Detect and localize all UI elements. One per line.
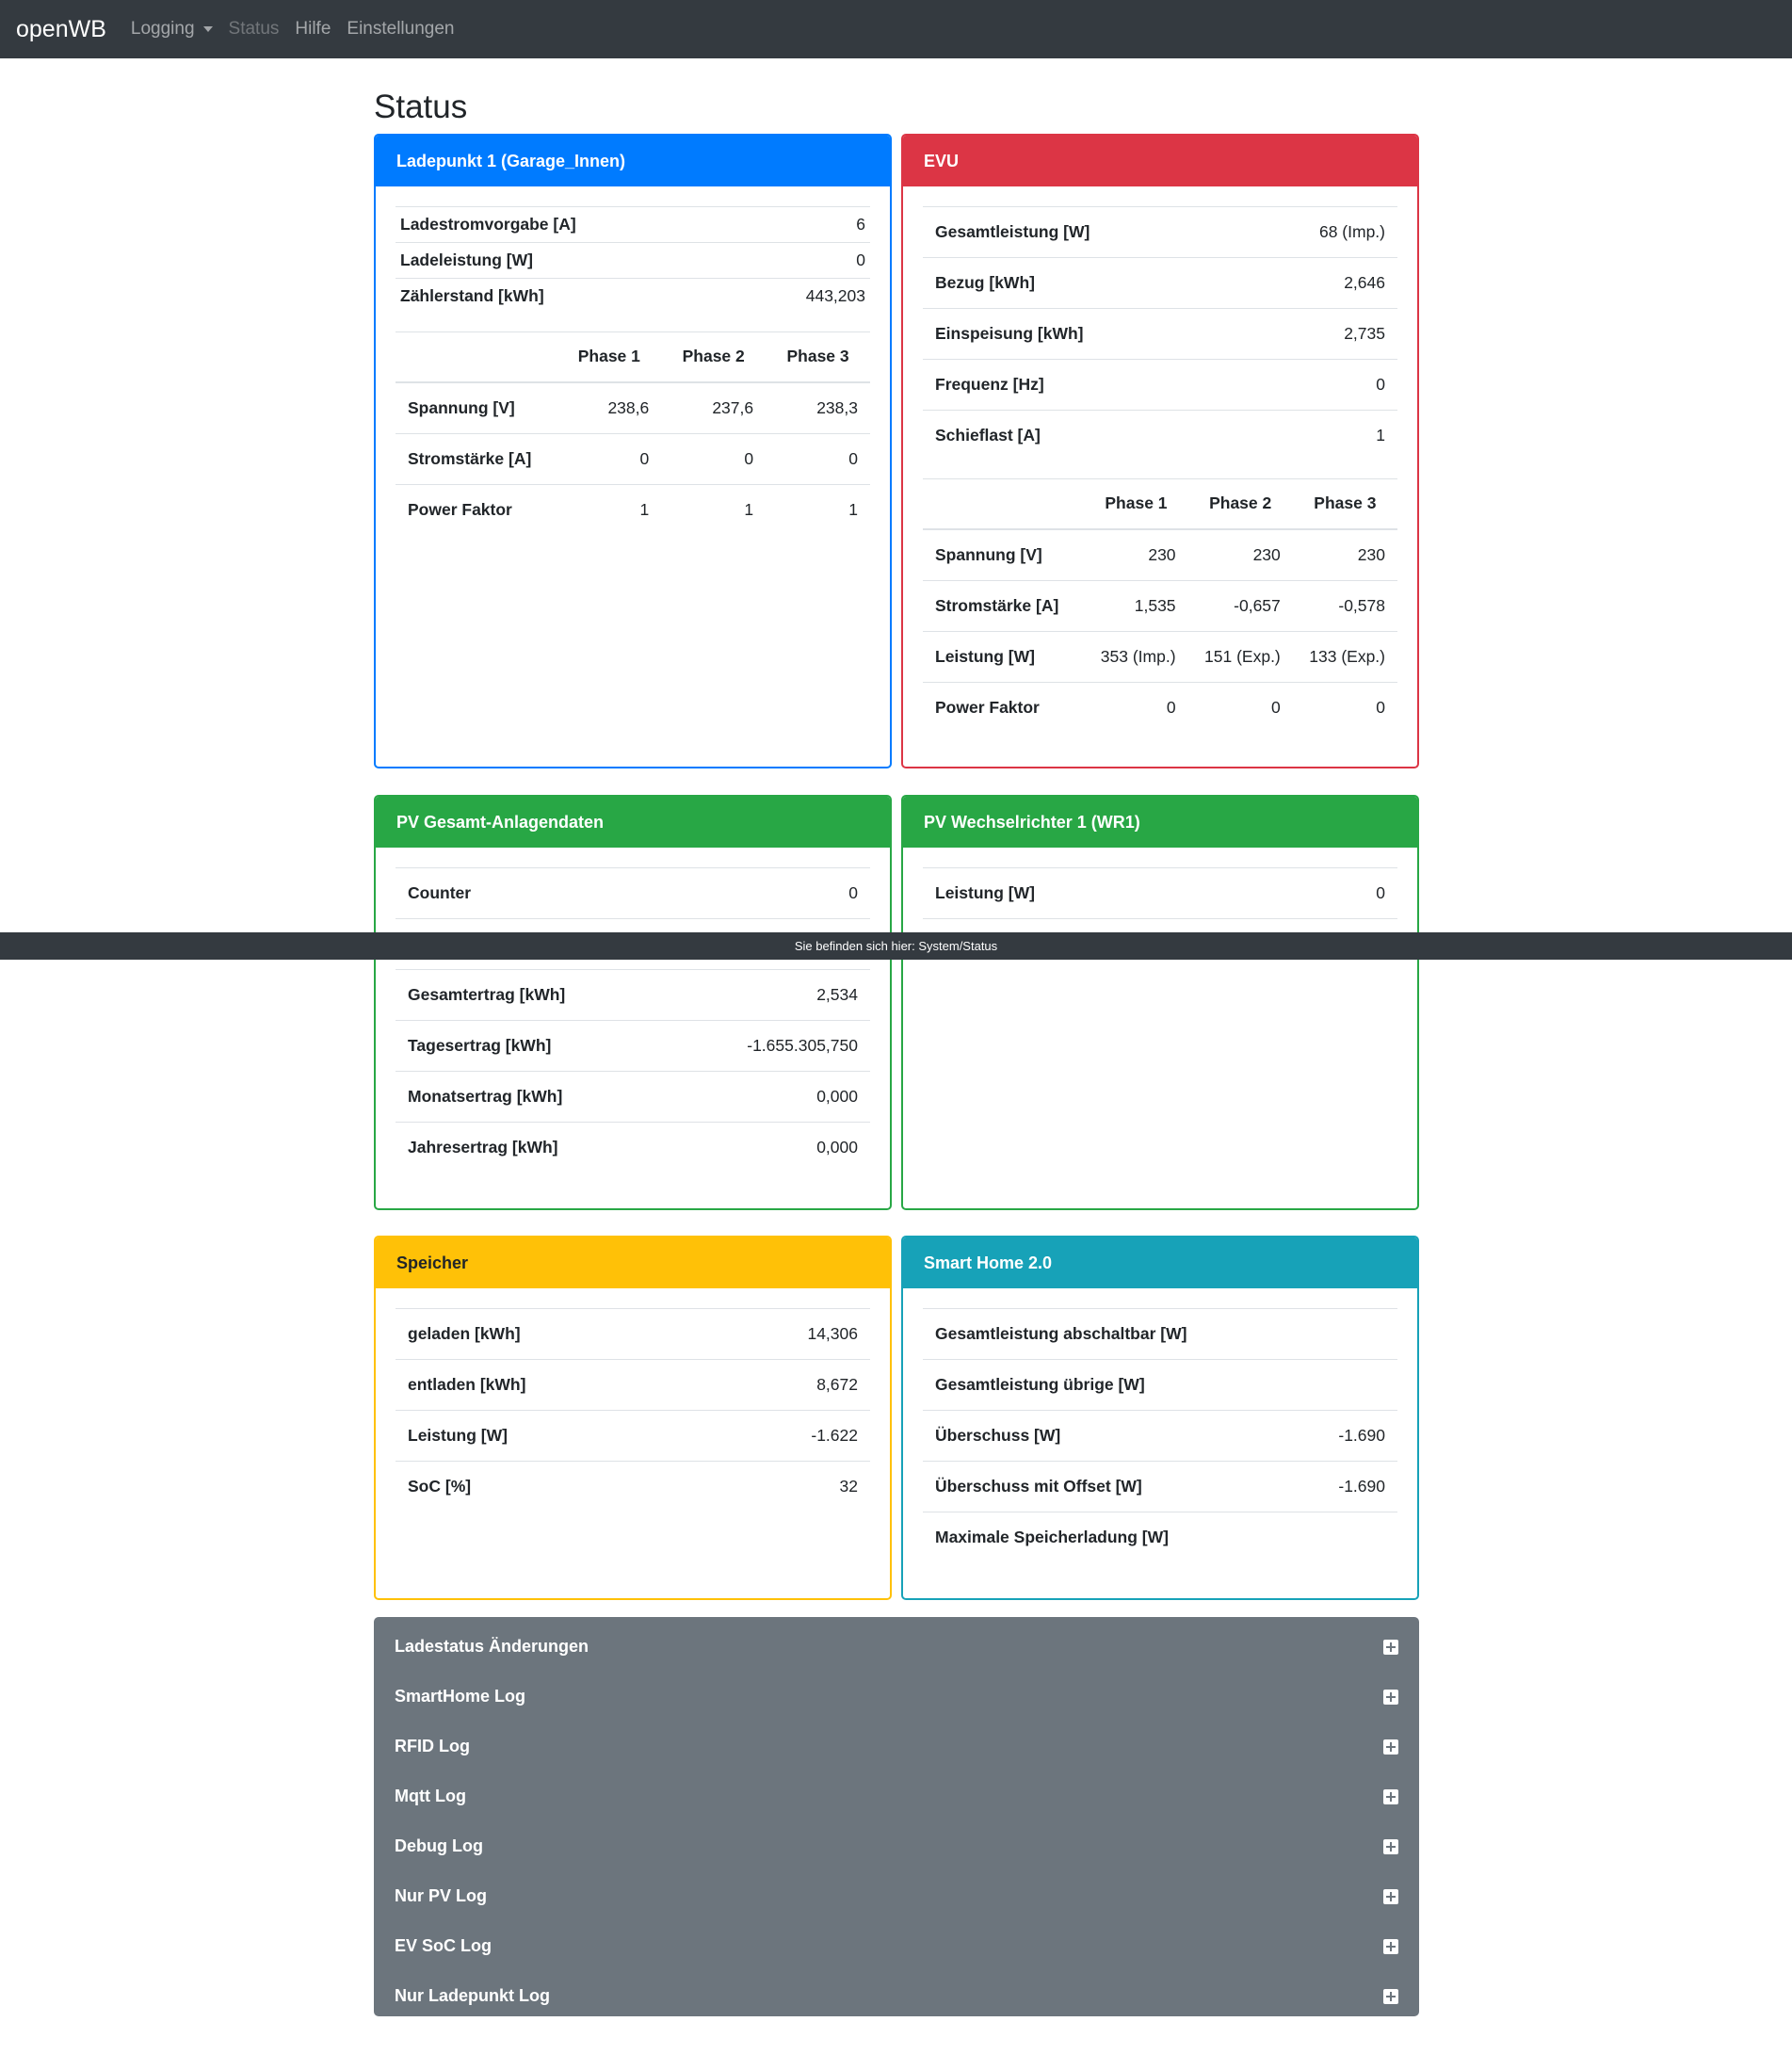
- log-item-label: Mqtt Log: [395, 1787, 466, 1805]
- pv-wr1-card-header: PV Wechselrichter 1 (WR1): [903, 797, 1417, 848]
- nav-logging-label: Logging: [130, 19, 195, 39]
- log-item-label: Nur PV Log: [395, 1886, 487, 1905]
- table-row: Bezug [kWh] 2,646: [923, 258, 1397, 309]
- pv-gesamt-table: [396, 867, 870, 1173]
- pv-wr1-card: [901, 795, 1419, 1210]
- location-statusbar: Sie befinden sich hier: System/Status: [0, 932, 1792, 960]
- speicher-table: [396, 1308, 870, 1512]
- evu-card-header: EVU: [903, 136, 1417, 186]
- table-header-row: Phase 1 Phase 2 Phase 3: [396, 332, 870, 382]
- nav-status[interactable]: Status: [228, 19, 280, 39]
- table-row: Monatsertrag [kWh] 0,000: [396, 1072, 870, 1123]
- smarthome-card: [901, 1236, 1419, 1600]
- plus-square-icon[interactable]: [1383, 1789, 1398, 1804]
- table-row: Stromstärke [A] 1,535 -0,657 -0,578: [923, 580, 1397, 631]
- smarthome-table: [923, 1308, 1397, 1563]
- logs-accordion: [374, 1617, 1419, 2016]
- plus-square-icon[interactable]: [1383, 1640, 1398, 1655]
- log-item-label: SmartHome Log: [395, 1687, 526, 1706]
- table-row: Schieflast [A] 1: [923, 411, 1397, 461]
- log-item-label: Ladestatus Änderungen: [395, 1637, 589, 1656]
- speicher-card-header: Speicher: [376, 1237, 890, 1288]
- nav-einstellungen[interactable]: Einstellungen: [347, 19, 455, 39]
- speicher-card: [374, 1236, 892, 1600]
- log-item-label: Debug Log: [395, 1836, 483, 1855]
- top-navbar: [0, 0, 1792, 58]
- table-row: Maximale Speicherladung [W]: [923, 1512, 1397, 1563]
- table-row: Leistung [W] 0: [923, 868, 1397, 919]
- ladepunkt-phase-table: [396, 332, 870, 536]
- log-item-label: EV SoC Log: [395, 1936, 492, 1955]
- table-row: Gesamtleistung [W] 68 (Imp.): [923, 207, 1397, 258]
- table-row: Leistung [W] -1.622: [396, 1411, 870, 1462]
- log-debug[interactable]: [374, 1821, 1419, 1871]
- table-row: Einspeisung [kWh] 2,735: [923, 309, 1397, 360]
- table-row: SoC [%] 32: [396, 1462, 870, 1512]
- nav-hilfe[interactable]: Hilfe: [295, 19, 331, 39]
- pv-gesamt-card-header: PV Gesamt-Anlagendaten: [376, 797, 890, 848]
- table-row: Power Faktor 1 1 1: [396, 484, 870, 535]
- table-header-row: Phase 1 Phase 2 Phase 3: [923, 478, 1397, 529]
- log-ev-soc[interactable]: [374, 1921, 1419, 1971]
- log-smarthome[interactable]: [374, 1672, 1419, 1722]
- brand-logo[interactable]: openWB: [16, 15, 106, 42]
- table-row: entladen [kWh] 8,672: [396, 1360, 870, 1411]
- page-title: Status: [374, 89, 468, 125]
- evu-card: [901, 134, 1419, 768]
- smarthome-card-header: Smart Home 2.0: [903, 1237, 1417, 1288]
- caret-down-icon: [203, 26, 213, 32]
- log-nur-ladepunkt[interactable]: [374, 1971, 1419, 2021]
- ladepunkt-summary-table: [396, 206, 870, 315]
- table-row: Überschuss [W] -1.690: [923, 1411, 1397, 1462]
- log-item-label: RFID Log: [395, 1737, 470, 1755]
- table-row: Ladeleistung [W] 0: [396, 243, 870, 279]
- table-row: Spannung [V] 238,6 237,6 238,3: [396, 382, 870, 433]
- evu-summary-table: [923, 206, 1397, 461]
- table-row: Ladestromvorgabe [A] 6: [396, 207, 870, 243]
- ladepunkt-card-header: Ladepunkt 1 (Garage_Innen): [376, 136, 890, 186]
- plus-square-icon[interactable]: [1383, 1989, 1398, 2004]
- table-row: Überschuss mit Offset [W] -1.690: [923, 1462, 1397, 1512]
- table-row: Gesamtertrag [kWh] 2,534: [396, 970, 870, 1021]
- table-row: Gesamtleistung übrige [W]: [923, 1360, 1397, 1411]
- log-mqtt[interactable]: [374, 1771, 1419, 1821]
- plus-square-icon[interactable]: [1383, 1939, 1398, 1954]
- table-row: Gesamtleistung abschaltbar [W]: [923, 1309, 1397, 1360]
- table-row: Jahresertrag [kWh] 0,000: [396, 1123, 870, 1173]
- log-nur-pv[interactable]: [374, 1871, 1419, 1921]
- evu-phase-table: [923, 478, 1397, 734]
- table-row: Counter 0: [396, 868, 870, 919]
- table-row: geladen [kWh] 14,306: [396, 1309, 870, 1360]
- pv-gesamt-card: [374, 795, 892, 1210]
- log-rfid[interactable]: [374, 1722, 1419, 1771]
- ladepunkt-card: [374, 134, 892, 768]
- plus-square-icon[interactable]: [1383, 1739, 1398, 1755]
- table-row: Spannung [V] 230 230 230: [923, 529, 1397, 580]
- nav-logging-dropdown[interactable]: [131, 19, 213, 40]
- plus-square-icon[interactable]: [1383, 1889, 1398, 1904]
- table-row: Tagesertrag [kWh] -1.655.305,750: [396, 1021, 870, 1072]
- plus-square-icon[interactable]: [1383, 1690, 1398, 1705]
- plus-square-icon[interactable]: [1383, 1839, 1398, 1854]
- log-item-label: Nur Ladepunkt Log: [395, 1986, 550, 2005]
- table-row: Power Faktor 0 0 0: [923, 682, 1397, 733]
- table-row: Frequenz [Hz] 0: [923, 360, 1397, 411]
- log-ladestatus[interactable]: [374, 1622, 1419, 1672]
- table-row: Leistung [W] 353 (Imp.) 151 (Exp.) 133 (Exp.): [923, 631, 1397, 682]
- table-row: Zählerstand [kWh] 443,203: [396, 279, 870, 315]
- table-row: Stromstärke [A] 0 0 0: [396, 433, 870, 484]
